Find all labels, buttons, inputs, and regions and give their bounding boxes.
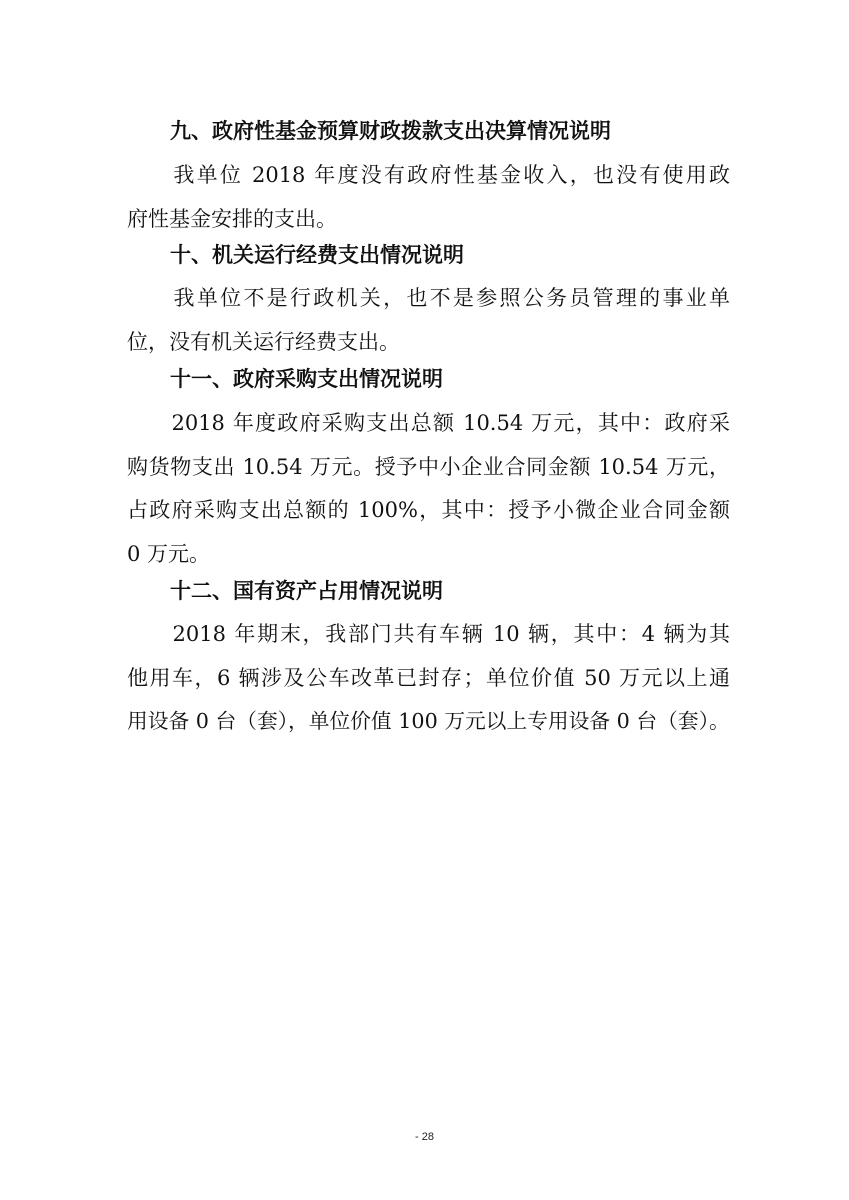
paragraph-line: 用设备 0 台（套），单位价值 100 万元以上专用设备 0 台（套）。 (127, 709, 730, 733)
section-heading-9: 九、政府性基金预算财政拨款支出决算情况说明 (170, 119, 611, 143)
section-paragraph-12 (127, 613, 730, 744)
paragraph-line: 我单位不是行政机关，也不是参照公务员管理的事业单 (127, 286, 730, 310)
paragraph-line: 我单位 2018 年度没有政府性基金收入，也没有使用政 (127, 163, 730, 187)
paragraph-line: 2018 年期末，我部门共有车辆 10 辆，其中：4 辆为其 (127, 622, 730, 646)
paragraph-line: 0 万元。 (127, 541, 211, 566)
paragraph-line: 占政府采购支出总额的 100%，其中：授予小微企业合同金额 (127, 498, 730, 522)
section-paragraph-9 (127, 154, 730, 241)
section-paragraph-10 (127, 277, 730, 364)
paragraph-line: 购货物支出 10.54 万元。授予中小企业合同金额 10.54 万元， (127, 454, 730, 479)
section-heading-12: 十二、国有资产占用情况说明 (170, 579, 443, 603)
paragraph-line: 府性基金安排的支出。 (127, 206, 337, 231)
page-number: - 28 (415, 1131, 434, 1143)
section-heading-10: 十、机关运行经费支出情况说明 (170, 243, 464, 267)
paragraph-line: 他用车，6 辆涉及公车改革已封存；单位价值 50 万元以上通 (127, 665, 730, 690)
paragraph-line: 2018 年度政府采购支出总额 10.54 万元，其中：政府采 (127, 411, 730, 435)
section-heading-11: 十一、政府采购支出情况说明 (170, 367, 443, 391)
section-paragraph-11 (127, 402, 730, 576)
paragraph-line: 位，没有机关运行经费支出。 (127, 329, 400, 354)
